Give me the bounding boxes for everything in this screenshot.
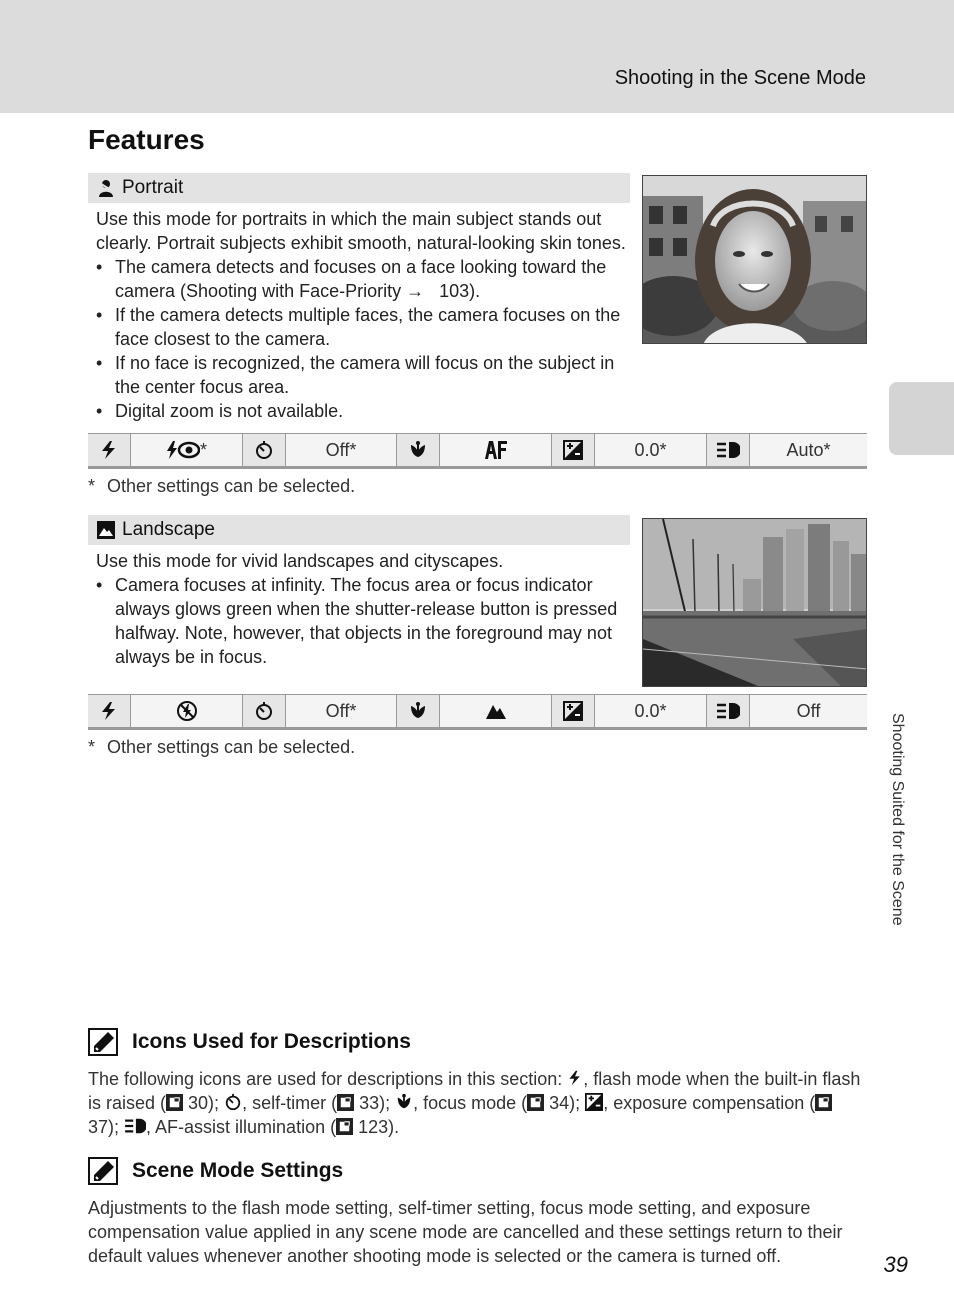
exposure-value: 0.0* [595, 695, 707, 727]
af-assist-value: Off [796, 700, 821, 721]
landscape-intro: Use this mode for vivid landscapes and cityscapes. [96, 551, 504, 571]
exposure-value: 0.0* [595, 434, 707, 466]
exposure-compensation-icon [552, 695, 595, 727]
list-item: • If no face is recognized, the camera will focus on the subject in the center focus area. [96, 351, 630, 399]
page-title: Features [88, 124, 205, 155]
landscape-section [88, 515, 630, 669]
focus-mode-icon [397, 434, 440, 466]
portrait-intro: Use this mode for portraits in which the main subject stands out clearly. Portrait subjects exhibit smooth, natural-looking skin tones. [96, 209, 626, 253]
chapter-tab-label: Shooting Suited for the Scene [889, 713, 906, 926]
af-assist-icon [707, 434, 750, 466]
self-timer-icon [243, 434, 286, 466]
portrait-section [88, 173, 630, 423]
list-item: • Camera focuses at infinity. The focus area or focus indicator always glows green when the shutter-release button is pressed halfway. Note, however, that objects in the foreground may not always be in focus. [96, 573, 630, 669]
icons-section-title: Icons Used for Descriptions [132, 1030, 411, 1053]
icons-section-heading [88, 1028, 411, 1056]
page-reference-icon [337, 1094, 354, 1111]
flash-icon [567, 1069, 583, 1087]
landscape-photo [642, 518, 867, 687]
list-item: • Digital zoom is not available. [96, 399, 630, 423]
af-assist-icon [707, 695, 750, 727]
list-item: • If the camera detects multiple faces, the camera focuses on the face closest to the camera. [96, 303, 630, 351]
scene-section-heading [88, 1157, 343, 1185]
flash-off-icon [176, 700, 198, 722]
exposure-compensation-icon [585, 1093, 603, 1111]
focus-mode-icon [395, 1093, 413, 1111]
self-timer-icon [243, 695, 286, 727]
self-timer-icon [224, 1093, 242, 1111]
page-number: 39 [883, 1252, 908, 1277]
af-assist-icon [124, 1117, 146, 1135]
self-timer-value: Off* [286, 695, 397, 727]
flash-value: * [131, 434, 243, 466]
focus-mode-icon [397, 695, 440, 727]
flash-icon [88, 695, 131, 727]
portrait-bullets [96, 255, 630, 423]
portrait-photo [642, 175, 867, 344]
page-reference-icon [527, 1094, 544, 1111]
landscape-note: * Other settings can be selected. [88, 737, 356, 757]
portrait-note: * Other settings can be selected. [88, 476, 356, 496]
portrait-title: Portrait [122, 177, 184, 198]
scene-section-title: Scene Mode Settings [132, 1159, 344, 1182]
section-header: Shooting in the Scene Mode [614, 67, 866, 89]
portrait-settings-table [88, 433, 867, 469]
header-band [0, 0, 954, 113]
chapter-tab [889, 382, 954, 455]
infinity-mountain-icon [485, 702, 507, 720]
page-reference-icon [336, 1118, 353, 1135]
page-reference-icon [166, 1094, 183, 1111]
portrait-icon [96, 178, 116, 198]
red-eye-flash-icon [166, 440, 200, 460]
landscape-icon [96, 520, 116, 540]
focus-value [440, 695, 552, 727]
flash-value [131, 695, 243, 727]
pencil-note-icon [88, 1157, 118, 1185]
scene-section-text: Adjustments to the flash mode setting, self-timer setting, focus mode setting, and exposure compensation value applied in any scene mode are cancelled and these settings return to their default values whenever another shooting mode is selected or the camera is turned off. [88, 1198, 843, 1266]
landscape-title: Landscape [122, 519, 215, 540]
landscape-bullets [96, 573, 630, 669]
af-icon [484, 440, 508, 460]
portrait-header [88, 173, 630, 203]
landscape-settings-table [88, 694, 867, 730]
icons-section-text: The following icons are used for descriptions in this section: , flash mode when the built-in flash is raised ( 30); , self-timer ( 33); , focus mode ( 34); , exposure compensation ( 37); , AF-assist illumination ( 123). [88, 1069, 861, 1137]
flash-icon [88, 434, 131, 466]
af-assist-value: Auto* [786, 439, 831, 460]
focus-value [440, 434, 552, 466]
list-item: • The camera detects and focuses on a face looking toward the camera (Shooting with Face-Priority → 103). [96, 255, 630, 303]
self-timer-value: Off* [286, 434, 397, 466]
landscape-header [88, 515, 630, 545]
page-reference-icon [815, 1094, 832, 1111]
exposure-compensation-icon [552, 434, 595, 466]
pencil-note-icon [88, 1028, 118, 1056]
